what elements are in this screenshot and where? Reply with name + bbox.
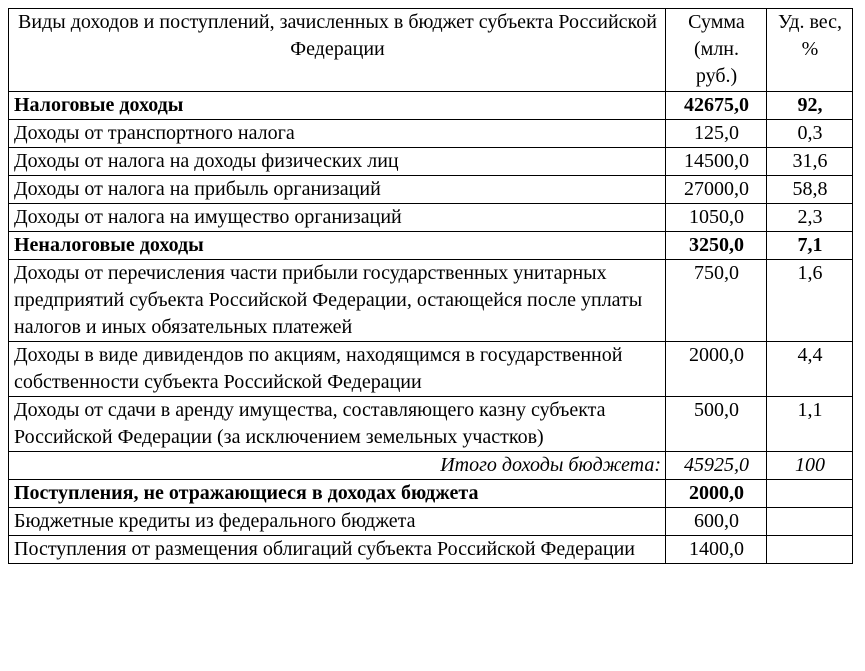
row-share: [767, 508, 853, 536]
row-name: Доходы в виде дивидендов по акциям, находящимся в государственной собственности субъекта Российской Федерации: [9, 342, 666, 397]
budget-revenue-table: [8, 8, 853, 564]
table-row: [9, 536, 853, 564]
row-name: Налоговые доходы: [9, 92, 666, 120]
row-sum: 14500,0: [666, 148, 767, 176]
header-share: Уд. вес, %: [767, 9, 853, 92]
row-share: 58,8: [767, 176, 853, 204]
header-sum: Сумма (млн. руб.): [666, 9, 767, 92]
row-share: 1,1: [767, 397, 853, 452]
row-sum: 600,0: [666, 508, 767, 536]
total-share: 100: [767, 452, 853, 480]
row-sum: 1050,0: [666, 204, 767, 232]
row-name: Доходы от транспортного налога: [9, 120, 666, 148]
row-name: Неналоговые доходы: [9, 232, 666, 260]
row-share: 1,6: [767, 260, 853, 342]
row-sum: 2000,0: [666, 342, 767, 397]
table-row: [9, 342, 853, 397]
table-row: [9, 148, 853, 176]
row-name: Доходы от налога на доходы физических лиц: [9, 148, 666, 176]
table-row: [9, 508, 853, 536]
row-name: Поступления от размещения облигаций субъекта Российской Федерации: [9, 536, 666, 564]
row-name: Доходы от налога на прибыль организаций: [9, 176, 666, 204]
row-sum: 125,0: [666, 120, 767, 148]
total-sum: 45925,0: [666, 452, 767, 480]
row-share: [767, 480, 853, 508]
row-share: 0,3: [767, 120, 853, 148]
table-row: [9, 480, 853, 508]
row-share: 2,3: [767, 204, 853, 232]
row-share: 31,6: [767, 148, 853, 176]
row-share: 7,1: [767, 232, 853, 260]
row-sum: 750,0: [666, 260, 767, 342]
row-sum: 1400,0: [666, 536, 767, 564]
row-name: Доходы от налога на имущество организаций: [9, 204, 666, 232]
row-sum: 27000,0: [666, 176, 767, 204]
row-share: 92,: [767, 92, 853, 120]
row-sum: 2000,0: [666, 480, 767, 508]
row-sum: 500,0: [666, 397, 767, 452]
row-share: 4,4: [767, 342, 853, 397]
table-header-row: [9, 9, 853, 92]
row-sum: 3250,0: [666, 232, 767, 260]
table-row: [9, 204, 853, 232]
table-row: [9, 232, 853, 260]
table-row: [9, 92, 853, 120]
row-sum: 42675,0: [666, 92, 767, 120]
table-row: [9, 120, 853, 148]
row-name: Бюджетные кредиты из федерального бюджета: [9, 508, 666, 536]
row-name: Доходы от перечисления части прибыли государственных унитарных предприятий субъекта Российской Федерации, остающейся после уплаты налогов и иных обязательных платежей: [9, 260, 666, 342]
row-name: Доходы от сдачи в аренду имущества, составляющего казну субъекта Российской Федерации (за исключением земельных участков): [9, 397, 666, 452]
row-name: Поступления, не отражающиеся в доходах бюджета: [9, 480, 666, 508]
table-row: [9, 176, 853, 204]
total-row: [9, 452, 853, 480]
row-share: [767, 536, 853, 564]
table-row: [9, 260, 853, 342]
table-row: [9, 397, 853, 452]
header-income-types: Виды доходов и поступлений, зачисленных в бюджет субъекта Российской Федерации: [9, 9, 666, 92]
total-label: Итого доходы бюджета:: [9, 452, 666, 480]
